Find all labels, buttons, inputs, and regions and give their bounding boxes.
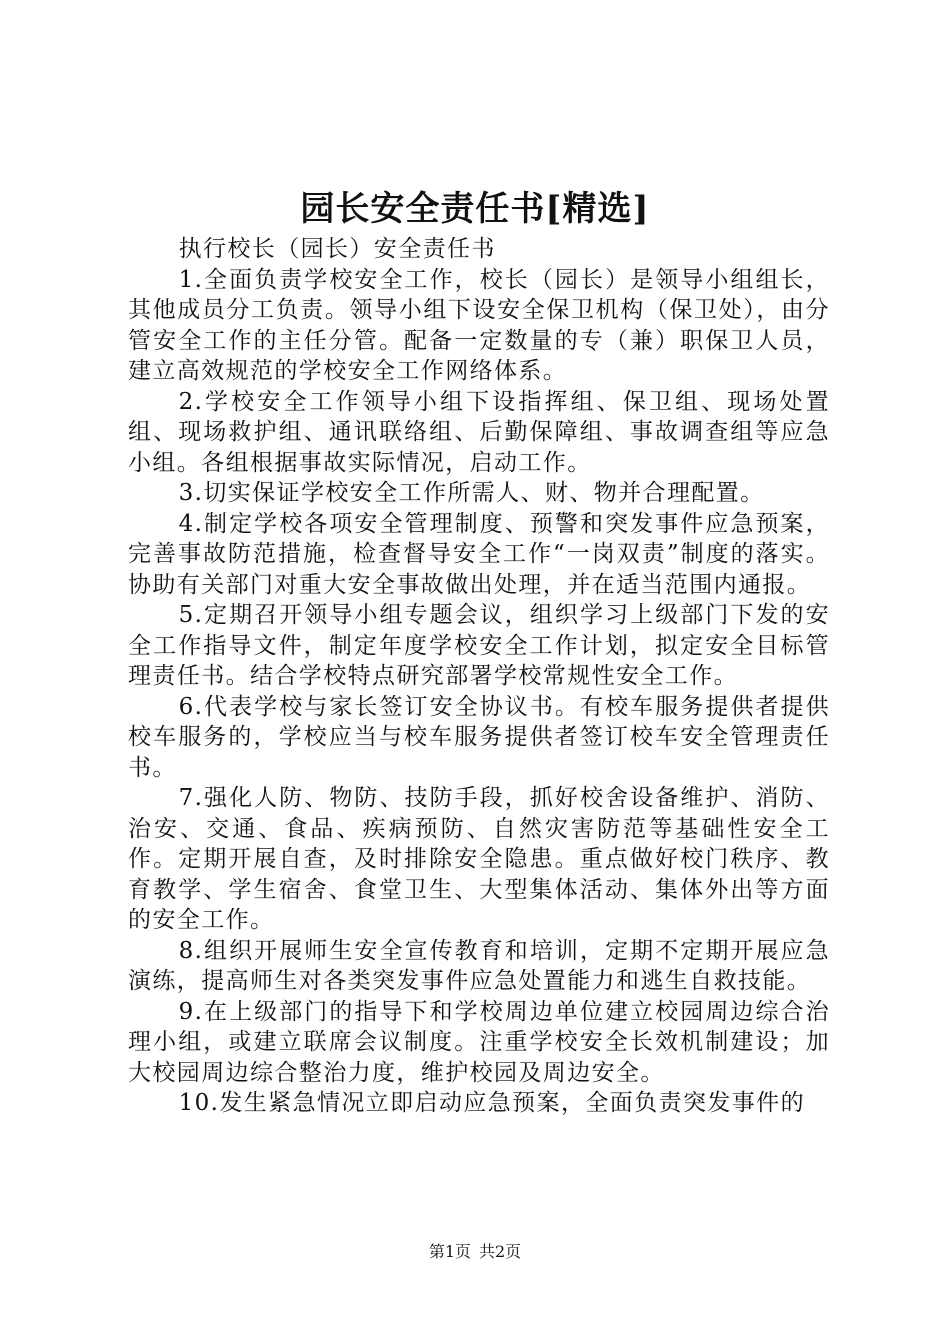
clause-paragraph-9: 9.在上级部门的指导下和学校周边单位建立校园周边综合治理小组，或建立联席会议制度。注重学校安全长效机制建设；加大校园周边综合整治力度，维护校园及周边安全。 bbox=[128, 998, 830, 1086]
clause-paragraph-1: 1.全面负责学校安全工作，校长（园长）是领导小组组长，其他成员分工负责。领导小组下设安全保卫机构（保卫处），由分管安全工作的主任分管。配备一定数量的专（兼）职保卫人员，建立高效规范的学校安全工作网络体系。 bbox=[128, 266, 830, 384]
clause-paragraph-3: 3.切实保证学校安全工作所需人、财、物并合理配置。 bbox=[178, 480, 765, 506]
subtitle-paragraph: 执行校长（园长）安全责任书 bbox=[178, 236, 496, 262]
clause-paragraph-10: 10.发生紧急情况立即启动应急预案，全面负责突发事件的 bbox=[178, 1090, 805, 1116]
clause-paragraph-6: 6.代表学校与家长签订安全协议书。有校车服务提供者提供校车服务的，学校应当与校车服务提供者签订校车安全管理责任书。 bbox=[128, 693, 830, 781]
clause-paragraph-2: 2.学校安全工作领导小组下设指挥组、保卫组、现场处置组、现场救护组、通讯联络组、后勤保障组、事故调查组等应急小组。各组根据事故实际情况，启动工作。 bbox=[128, 388, 830, 476]
clause-paragraph-4: 4.制定学校各项安全管理制度、预警和突发事件应急预案，完善事故防范措施，检查督导安全工作“一岗双责”制度的落实。协助有关部门对重大安全事故做出处理，并在适当范围内通报。 bbox=[128, 510, 830, 598]
page-number-current: 第1页 bbox=[428, 1242, 471, 1261]
document-body bbox=[128, 234, 830, 1119]
clause-paragraph-7: 7.强化人防、物防、技防手段，抓好校舍设备维护、消防、治安、交通、食品、疾病预防、自然灾害防范等基础性安全工作。定期开展自查，及时排除安全隐患。重点做好校门秩序、教育教学、学生宿舍、食堂卫生、大型集体活动、集体外出等方面的安全工作。 bbox=[128, 785, 830, 933]
document-title: 园长安全责任书[精选] bbox=[300, 189, 650, 229]
clause-paragraph-5: 5.定期召开领导小组专题会议，组织学习上级部门下发的安全工作指导文件，制定年度学校安全工作计划，拟定安全目标管理责任书。结合学校特点研究部署学校常规性安全工作。 bbox=[128, 602, 830, 689]
page-number-total: 共2页 bbox=[479, 1242, 522, 1261]
clause-paragraph-8: 8.组织开展师生安全宣传教育和培训，定期不定期开展应急演练，提高师生对各类突发事件应急处置能力和逃生自救技能。 bbox=[128, 937, 830, 994]
page-footer bbox=[0, 1242, 950, 1262]
